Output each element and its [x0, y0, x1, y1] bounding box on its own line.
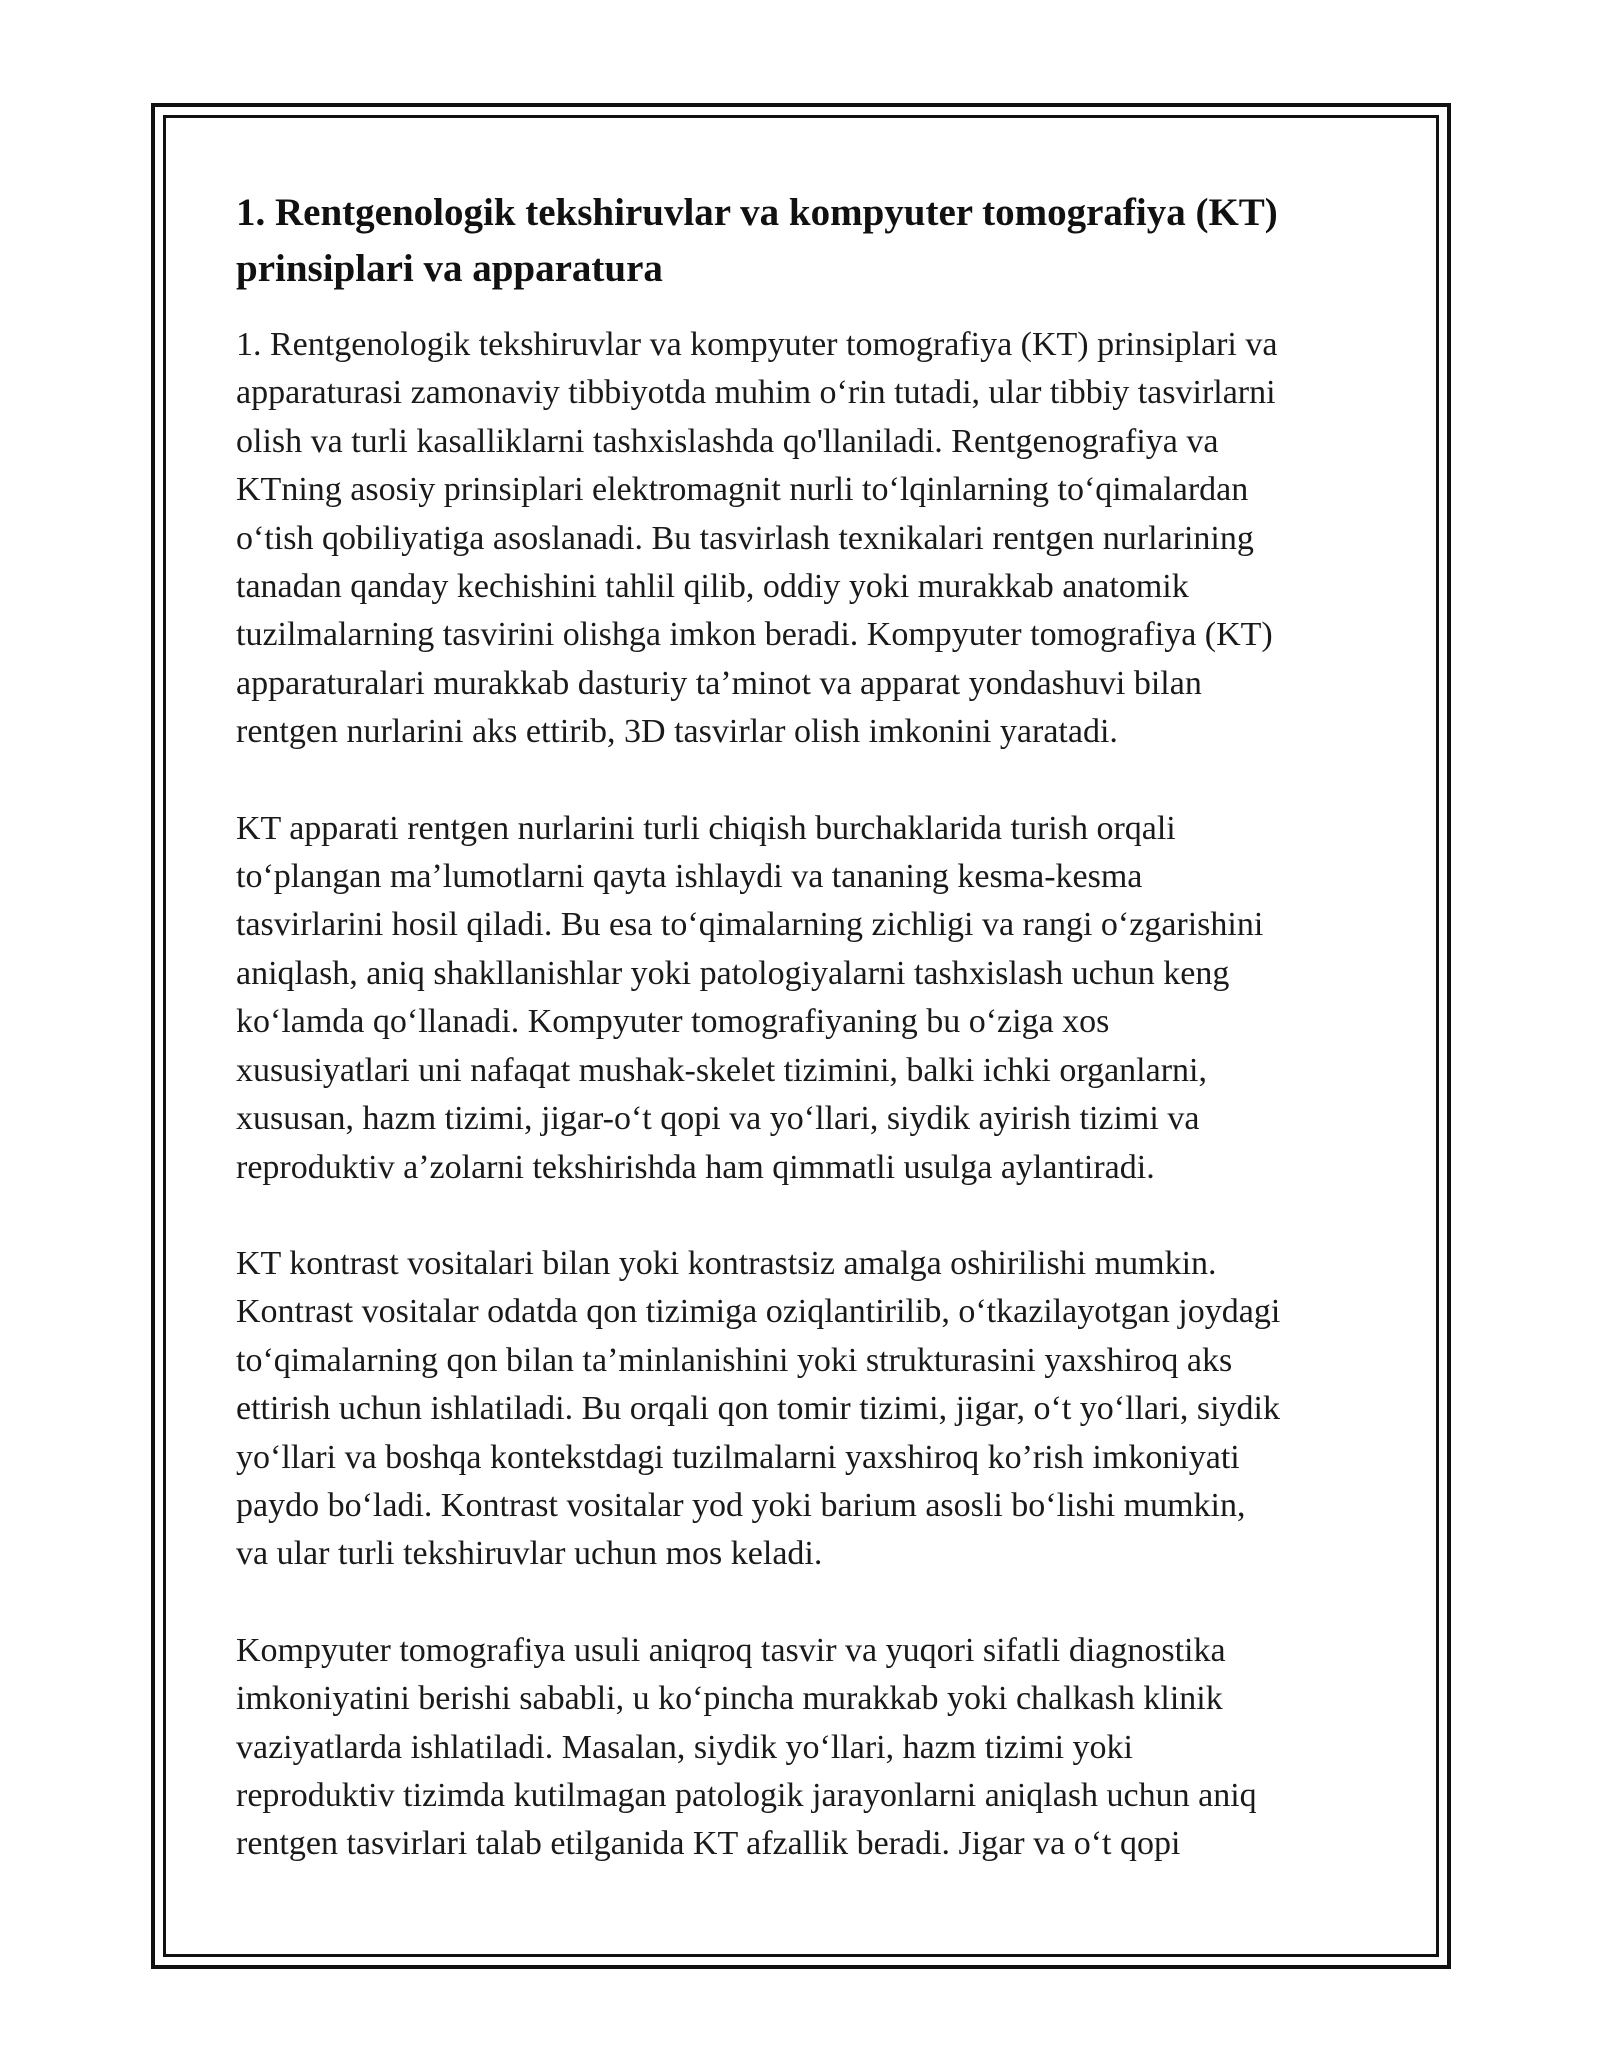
text-line: toʻqimalarning qon bilan taʼminlanishini yoki strukturasini yaxshiroq aks: [236, 1341, 1233, 1379]
document-body: [236, 185, 1366, 1917]
text-line: Kontrast vositalar odatda qon tizimiga oziqlantirilib, oʻtkazilayotgan joydagi: [236, 1293, 1281, 1331]
text-line: vaziyatlarda ishlatiladi. Masalan, siydik yoʻllari, hazm tizimi yoki: [236, 1728, 1133, 1766]
text-line: xususan, hazm tizimi, jigar-oʻt qopi va yoʻllari, siydik ayirish tizimi va: [236, 1100, 1200, 1138]
text-line: rentgen tasvirlari talab etilganida KT afzallik beradi. Jigar va oʻt qopi: [236, 1825, 1181, 1863]
text-line: tanadan qanday kechishini tahlil qilib, oddiy yoki murakkab anatomik: [236, 568, 1189, 606]
text-line: KT kontrast vositalari bilan yoki kontrastsiz amalga oshirilishi mumkin.: [236, 1244, 1217, 1282]
heading-line: prinsiplari va apparatura: [236, 247, 663, 290]
text-line: tasvirlarini hosil qiladi. Bu esa toʻqimalarning zichligi va rangi oʻzgarishini: [236, 906, 1264, 944]
text-line: apparaturasi zamonaviy tibbiyotda muhim oʻrin tutadi, ular tibbiy tasvirlarni: [236, 374, 1276, 412]
text-line: toʻplangan maʼlumotlarni qayta ishlaydi va tananing kesma-kesma: [236, 858, 1143, 896]
section-heading: [236, 185, 1366, 297]
text-line: KTning asosiy prinsiplari elektromagnit nurli toʻlqinlarning toʻqimalardan: [236, 471, 1249, 509]
heading-line: 1. Rentgenologik tekshiruvlar va kompyuter tomografiya (KT): [236, 191, 1278, 234]
text-line: rentgen nurlarini aks ettirib, 3D tasvirlar olish imkonini yaratadi.: [236, 713, 1118, 751]
text-line: yoʻllari va boshqa kontekstdagi tuzilmalarni yaxshiroq ko’rish imkoniyati: [236, 1438, 1240, 1476]
text-line: ettirish uchun ishlatiladi. Bu orqali qon tomir tizimi, jigar, oʻt yoʻllari, siydik: [236, 1390, 1280, 1428]
text-line: imkoniyatini berishi sababli, u koʻpincha murakkab yoki chalkash klinik: [236, 1680, 1223, 1718]
text-line: va ular turli tekshiruvlar uchun mos keladi.: [236, 1535, 823, 1573]
text-line: KT apparati rentgen nurlarini turli chiqish burchaklarida turish orqali: [236, 809, 1176, 847]
text-line: 1. Rentgenologik tekshiruvlar va kompyuter tomografiya (KT) prinsiplari va: [236, 326, 1278, 363]
text-line: apparaturalari murakkab dasturiy taʼminot va apparat yondashuvi bilan: [236, 664, 1202, 702]
paragraph-3: [236, 1240, 1366, 1579]
paragraph-4: [236, 1627, 1366, 1869]
text-line: olish va turli kasalliklarni tashxislashda qo'llaniladi. Rentgenografiya va: [236, 422, 1219, 460]
paragraph-1: [236, 321, 1366, 757]
text-line: koʻlamda qoʻllanadi. Kompyuter tomografiyaning bu oʻziga xos: [236, 1003, 1110, 1041]
text-line: paydo boʻladi. Kontrast vositalar yod yoki barium asosli boʻlishi mumkin,: [236, 1486, 1246, 1524]
text-line: Kompyuter tomografiya usuli aniqroq tasvir va yuqori sifatli diagnostika: [236, 1631, 1226, 1669]
text-line: aniqlash, aniq shakllanishlar yoki patologiyalarni tashxislash uchun keng: [236, 954, 1230, 992]
text-line: reproduktiv aʼzolarni tekshirishda ham qimmatli usulga aylantiradi.: [236, 1148, 1155, 1186]
text-line: xususiyatlari uni nafaqat mushak-skelet tizimini, balki ichki organlarni,: [236, 1051, 1207, 1089]
paragraph-2: [236, 805, 1366, 1192]
text-line: oʻtish qobiliyatiga asoslanadi. Bu tasvirlash texnikalari rentgen nurlarining: [236, 519, 1254, 557]
text-line: reproduktiv tizimda kutilmagan patologik jarayonlarni aniqlash uchun aniq: [236, 1776, 1257, 1814]
text-line: tuzilmalarning tasvirini olishga imkon beradi. Kompyuter tomografiya (KT): [236, 616, 1273, 654]
